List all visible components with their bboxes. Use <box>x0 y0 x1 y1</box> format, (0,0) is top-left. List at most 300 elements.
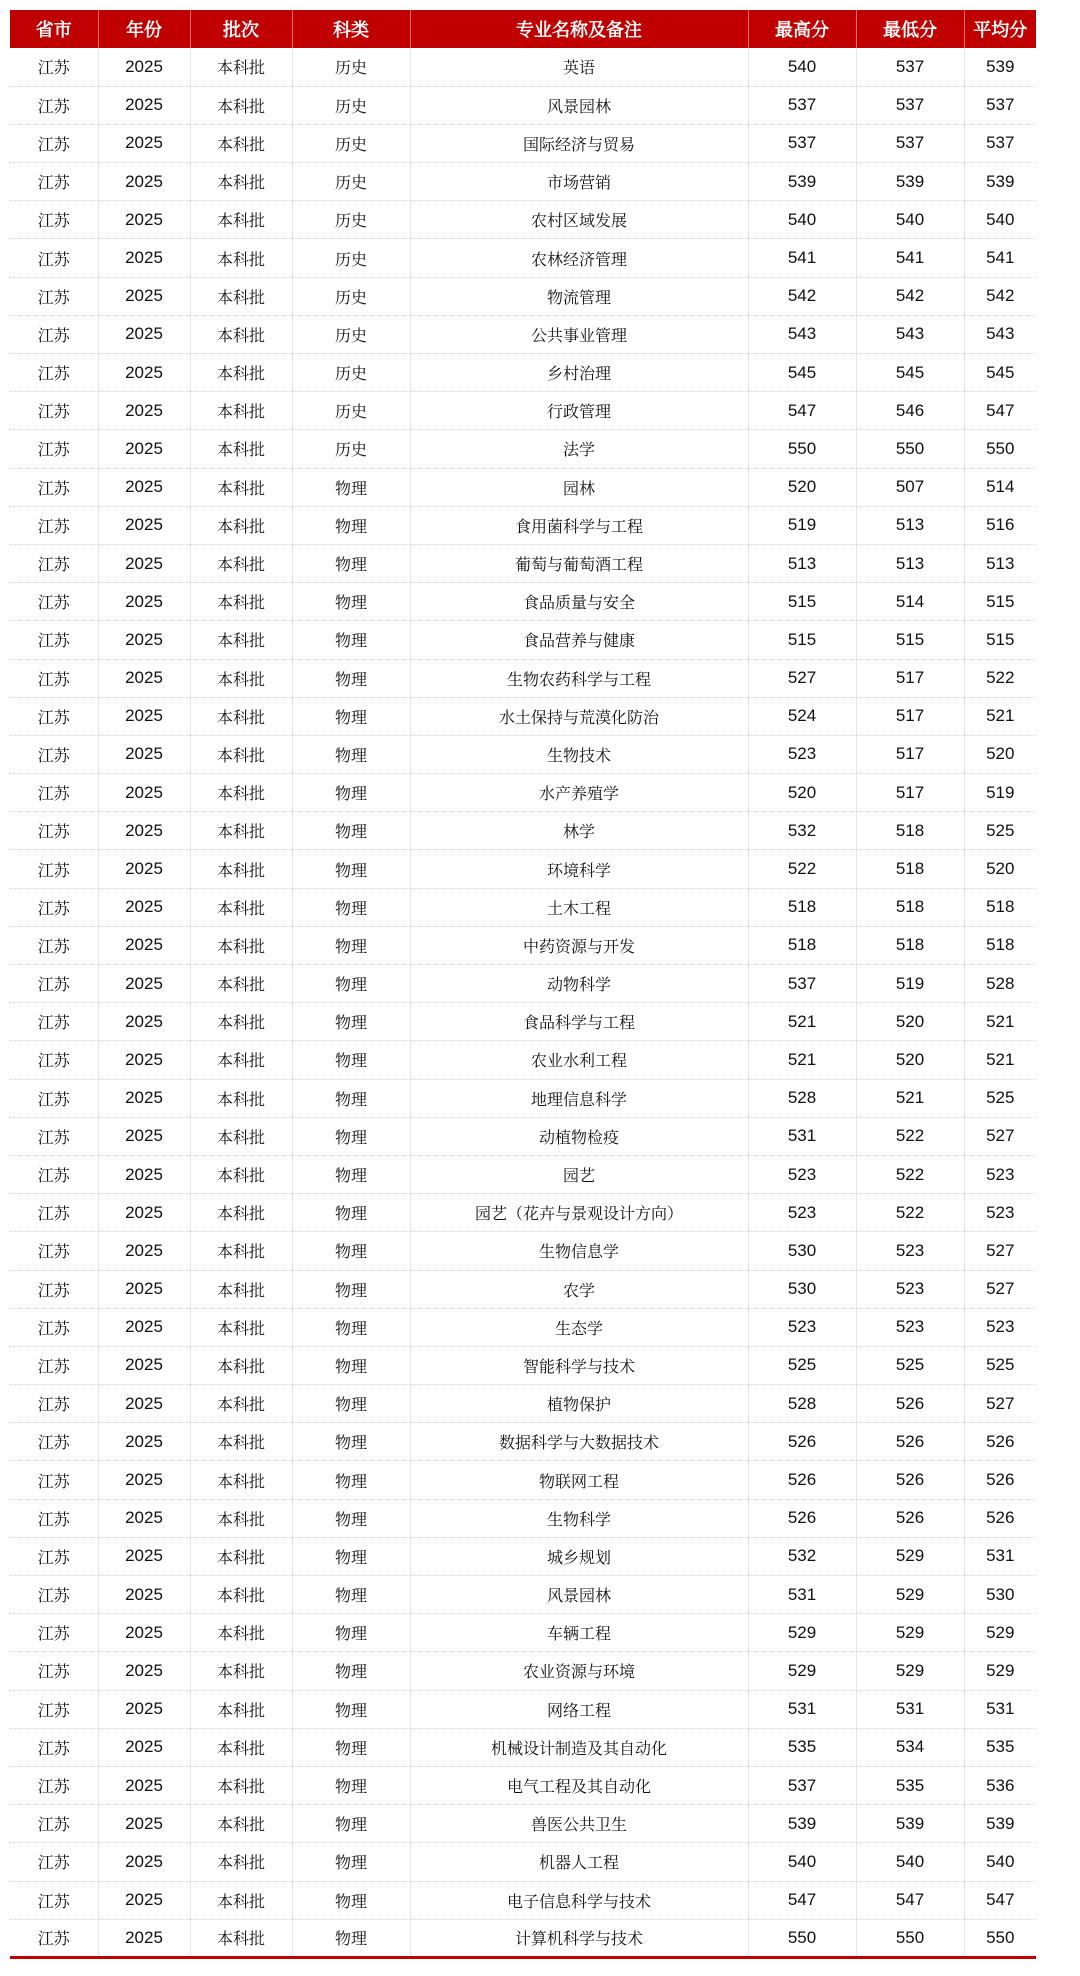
table-row <box>10 506 1036 544</box>
cell-subject-type: 物理 <box>292 1155 410 1193</box>
cell-max-score: 522 <box>748 850 856 888</box>
cell-major-name: 城乡规划 <box>410 1537 748 1575</box>
cell-min-score: 542 <box>856 277 964 315</box>
cell-year: 2025 <box>98 86 190 124</box>
cell-province: 江苏 <box>10 1690 98 1728</box>
cell-province: 江苏 <box>10 1079 98 1117</box>
cell-major-name: 电子信息科学与技术 <box>410 1881 748 1919</box>
cell-subject-type: 物理 <box>292 888 410 926</box>
table-row <box>10 86 1036 124</box>
cell-subject-type: 物理 <box>292 697 410 735</box>
table-row <box>10 1499 1036 1537</box>
cell-year: 2025 <box>98 1843 190 1881</box>
cell-subject-type: 历史 <box>292 124 410 162</box>
cell-max-score: 537 <box>748 86 856 124</box>
cell-year: 2025 <box>98 1346 190 1384</box>
cell-major-name: 中药资源与开发 <box>410 926 748 964</box>
cell-major-name: 地理信息科学 <box>410 1079 748 1117</box>
cell-subject-type: 物理 <box>292 1194 410 1232</box>
cell-max-score: 550 <box>748 1919 856 1957</box>
cell-avg-score: 518 <box>964 926 1036 964</box>
cell-min-score: 507 <box>856 468 964 506</box>
cell-province: 江苏 <box>10 1766 98 1804</box>
cell-max-score: 537 <box>748 1766 856 1804</box>
cell-min-score: 543 <box>856 315 964 353</box>
cell-batch: 本科批 <box>190 86 292 124</box>
table-row <box>10 315 1036 353</box>
cell-min-score: 517 <box>856 697 964 735</box>
cell-subject-type: 物理 <box>292 1270 410 1308</box>
cell-year: 2025 <box>98 621 190 659</box>
cell-avg-score: 539 <box>964 163 1036 201</box>
cell-max-score: 529 <box>748 1652 856 1690</box>
cell-max-score: 547 <box>748 392 856 430</box>
cell-major-name: 食品质量与安全 <box>410 583 748 621</box>
cell-avg-score: 523 <box>964 1155 1036 1193</box>
table-row <box>10 354 1036 392</box>
cell-batch: 本科批 <box>190 888 292 926</box>
cell-province: 江苏 <box>10 1308 98 1346</box>
cell-subject-type: 物理 <box>292 1881 410 1919</box>
cell-major-name: 电气工程及其自动化 <box>410 1766 748 1804</box>
cell-year: 2025 <box>98 1155 190 1193</box>
cell-max-score: 519 <box>748 506 856 544</box>
cell-batch: 本科批 <box>190 239 292 277</box>
table-row <box>10 392 1036 430</box>
cell-year: 2025 <box>98 1614 190 1652</box>
cell-max-score: 539 <box>748 1805 856 1843</box>
cell-avg-score: 537 <box>964 86 1036 124</box>
cell-avg-score: 539 <box>964 1805 1036 1843</box>
cell-max-score: 545 <box>748 354 856 392</box>
cell-year: 2025 <box>98 1270 190 1308</box>
cell-batch: 本科批 <box>190 697 292 735</box>
cell-year: 2025 <box>98 277 190 315</box>
cell-batch: 本科批 <box>190 201 292 239</box>
header-major-name: 专业名称及备注 <box>410 10 748 48</box>
cell-batch: 本科批 <box>190 468 292 506</box>
cell-min-score: 537 <box>856 86 964 124</box>
table-row <box>10 201 1036 239</box>
cell-batch: 本科批 <box>190 1843 292 1881</box>
cell-batch: 本科批 <box>190 1079 292 1117</box>
cell-min-score: 514 <box>856 583 964 621</box>
cell-batch: 本科批 <box>190 1881 292 1919</box>
table-row <box>10 1537 1036 1575</box>
cell-min-score: 517 <box>856 774 964 812</box>
header-province: 省市 <box>10 10 98 48</box>
cell-subject-type: 物理 <box>292 1690 410 1728</box>
cell-province: 江苏 <box>10 1041 98 1079</box>
cell-min-score: 518 <box>856 888 964 926</box>
cell-province: 江苏 <box>10 354 98 392</box>
table-row <box>10 965 1036 1003</box>
cell-subject-type: 历史 <box>292 239 410 277</box>
cell-subject-type: 历史 <box>292 430 410 468</box>
cell-batch: 本科批 <box>190 1576 292 1614</box>
cell-major-name: 水产养殖学 <box>410 774 748 812</box>
header-max-score: 最高分 <box>748 10 856 48</box>
cell-province: 江苏 <box>10 965 98 1003</box>
cell-major-name: 林学 <box>410 812 748 850</box>
cell-max-score: 540 <box>748 1843 856 1881</box>
cell-major-name: 物联网工程 <box>410 1461 748 1499</box>
cell-major-name: 食用菌科学与工程 <box>410 506 748 544</box>
cell-max-score: 550 <box>748 430 856 468</box>
cell-province: 江苏 <box>10 1652 98 1690</box>
cell-province: 江苏 <box>10 48 98 86</box>
cell-province: 江苏 <box>10 1537 98 1575</box>
cell-min-score: 539 <box>856 163 964 201</box>
cell-major-name: 数据科学与大数据技术 <box>410 1423 748 1461</box>
cell-batch: 本科批 <box>190 1461 292 1499</box>
cell-avg-score: 513 <box>964 544 1036 582</box>
cell-year: 2025 <box>98 163 190 201</box>
cell-min-score: 540 <box>856 201 964 239</box>
cell-year: 2025 <box>98 1690 190 1728</box>
cell-min-score: 541 <box>856 239 964 277</box>
cell-batch: 本科批 <box>190 850 292 888</box>
table-row <box>10 621 1036 659</box>
cell-max-score: 543 <box>748 315 856 353</box>
cell-subject-type: 物理 <box>292 1461 410 1499</box>
cell-year: 2025 <box>98 1576 190 1614</box>
cell-province: 江苏 <box>10 812 98 850</box>
cell-subject-type: 物理 <box>292 1117 410 1155</box>
cell-max-score: 541 <box>748 239 856 277</box>
cell-avg-score: 537 <box>964 124 1036 162</box>
cell-subject-type: 物理 <box>292 965 410 1003</box>
table-row <box>10 583 1036 621</box>
cell-province: 江苏 <box>10 621 98 659</box>
cell-max-score: 521 <box>748 1041 856 1079</box>
cell-avg-score: 529 <box>964 1614 1036 1652</box>
cell-province: 江苏 <box>10 1881 98 1919</box>
cell-min-score: 550 <box>856 430 964 468</box>
cell-major-name: 机器人工程 <box>410 1843 748 1881</box>
cell-min-score: 513 <box>856 506 964 544</box>
cell-province: 江苏 <box>10 1919 98 1957</box>
cell-min-score: 525 <box>856 1346 964 1384</box>
cell-province: 江苏 <box>10 468 98 506</box>
cell-batch: 本科批 <box>190 1614 292 1652</box>
table-row <box>10 1805 1036 1843</box>
cell-year: 2025 <box>98 583 190 621</box>
cell-min-score: 515 <box>856 621 964 659</box>
cell-batch: 本科批 <box>190 621 292 659</box>
cell-major-name: 动植物检疫 <box>410 1117 748 1155</box>
cell-avg-score: 526 <box>964 1423 1036 1461</box>
table-row <box>10 1843 1036 1881</box>
cell-avg-score: 547 <box>964 1881 1036 1919</box>
cell-subject-type: 物理 <box>292 1919 410 1957</box>
table-row <box>10 1423 1036 1461</box>
table-row <box>10 163 1036 201</box>
cell-major-name: 农学 <box>410 1270 748 1308</box>
cell-min-score: 520 <box>856 1041 964 1079</box>
cell-province: 江苏 <box>10 1423 98 1461</box>
cell-major-name: 智能科学与技术 <box>410 1346 748 1384</box>
cell-subject-type: 物理 <box>292 1843 410 1881</box>
cell-batch: 本科批 <box>190 1423 292 1461</box>
cell-year: 2025 <box>98 239 190 277</box>
cell-batch: 本科批 <box>190 659 292 697</box>
cell-year: 2025 <box>98 1537 190 1575</box>
table-row <box>10 124 1036 162</box>
cell-avg-score: 527 <box>964 1117 1036 1155</box>
table-row <box>10 1461 1036 1499</box>
cell-avg-score: 523 <box>964 1194 1036 1232</box>
cell-avg-score: 522 <box>964 659 1036 697</box>
cell-year: 2025 <box>98 735 190 773</box>
cell-province: 江苏 <box>10 1614 98 1652</box>
cell-year: 2025 <box>98 1232 190 1270</box>
cell-year: 2025 <box>98 1194 190 1232</box>
table-row <box>10 1881 1036 1919</box>
cell-province: 江苏 <box>10 659 98 697</box>
cell-year: 2025 <box>98 1385 190 1423</box>
cell-max-score: 525 <box>748 1346 856 1384</box>
cell-max-score: 518 <box>748 888 856 926</box>
cell-major-name: 兽医公共卫生 <box>410 1805 748 1843</box>
cell-year: 2025 <box>98 1881 190 1919</box>
cell-major-name: 市场营销 <box>410 163 748 201</box>
cell-max-score: 524 <box>748 697 856 735</box>
cell-batch: 本科批 <box>190 1155 292 1193</box>
cell-max-score: 515 <box>748 621 856 659</box>
cell-min-score: 539 <box>856 1805 964 1843</box>
table-row <box>10 1766 1036 1804</box>
cell-major-name: 植物保护 <box>410 1385 748 1423</box>
cell-min-score: 526 <box>856 1461 964 1499</box>
cell-min-score: 513 <box>856 544 964 582</box>
cell-batch: 本科批 <box>190 392 292 430</box>
cell-max-score: 532 <box>748 1537 856 1575</box>
cell-avg-score: 521 <box>964 1041 1036 1079</box>
cell-avg-score: 531 <box>964 1537 1036 1575</box>
cell-major-name: 葡萄与葡萄酒工程 <box>410 544 748 582</box>
cell-min-score: 518 <box>856 926 964 964</box>
cell-batch: 本科批 <box>190 1270 292 1308</box>
cell-subject-type: 物理 <box>292 812 410 850</box>
cell-min-score: 540 <box>856 1843 964 1881</box>
table-row <box>10 1079 1036 1117</box>
cell-major-name: 乡村治理 <box>410 354 748 392</box>
table-row <box>10 468 1036 506</box>
cell-year: 2025 <box>98 1919 190 1957</box>
cell-major-name: 网络工程 <box>410 1690 748 1728</box>
cell-subject-type: 物理 <box>292 1805 410 1843</box>
cell-max-score: 523 <box>748 1194 856 1232</box>
table-row <box>10 735 1036 773</box>
cell-province: 江苏 <box>10 1385 98 1423</box>
cell-min-score: 529 <box>856 1537 964 1575</box>
cell-max-score: 537 <box>748 124 856 162</box>
cell-subject-type: 物理 <box>292 1728 410 1766</box>
cell-subject-type: 物理 <box>292 1614 410 1652</box>
cell-avg-score: 519 <box>964 774 1036 812</box>
cell-avg-score: 520 <box>964 735 1036 773</box>
cell-min-score: 545 <box>856 354 964 392</box>
cell-province: 江苏 <box>10 774 98 812</box>
cell-avg-score: 515 <box>964 621 1036 659</box>
header-batch: 批次 <box>190 10 292 48</box>
cell-major-name: 生物信息学 <box>410 1232 748 1270</box>
cell-avg-score: 536 <box>964 1766 1036 1804</box>
cell-avg-score: 529 <box>964 1652 1036 1690</box>
table-row <box>10 850 1036 888</box>
table-row <box>10 659 1036 697</box>
cell-max-score: 530 <box>748 1270 856 1308</box>
cell-year: 2025 <box>98 315 190 353</box>
cell-subject-type: 物理 <box>292 1766 410 1804</box>
cell-major-name: 园艺（花卉与景观设计方向） <box>410 1194 748 1232</box>
cell-avg-score: 541 <box>964 239 1036 277</box>
cell-major-name: 生物农药科学与工程 <box>410 659 748 697</box>
cell-min-score: 519 <box>856 965 964 1003</box>
cell-batch: 本科批 <box>190 506 292 544</box>
cell-batch: 本科批 <box>190 1652 292 1690</box>
table-row <box>10 1270 1036 1308</box>
table-row <box>10 1117 1036 1155</box>
cell-avg-score: 528 <box>964 965 1036 1003</box>
cell-major-name: 机械设计制造及其自动化 <box>410 1728 748 1766</box>
cell-province: 江苏 <box>10 1461 98 1499</box>
cell-min-score: 535 <box>856 1766 964 1804</box>
cell-major-name: 法学 <box>410 430 748 468</box>
cell-max-score: 520 <box>748 468 856 506</box>
cell-province: 江苏 <box>10 1117 98 1155</box>
cell-major-name: 水土保持与荒漠化防治 <box>410 697 748 735</box>
cell-min-score: 518 <box>856 812 964 850</box>
cell-avg-score: 516 <box>964 506 1036 544</box>
cell-batch: 本科批 <box>190 1499 292 1537</box>
cell-major-name: 园林 <box>410 468 748 506</box>
cell-batch: 本科批 <box>190 583 292 621</box>
cell-batch: 本科批 <box>190 1308 292 1346</box>
table-row <box>10 1385 1036 1423</box>
table-row <box>10 1919 1036 1957</box>
cell-avg-score: 525 <box>964 1079 1036 1117</box>
table-row <box>10 1308 1036 1346</box>
cell-subject-type: 物理 <box>292 468 410 506</box>
cell-subject-type: 历史 <box>292 392 410 430</box>
cell-subject-type: 历史 <box>292 201 410 239</box>
cell-province: 江苏 <box>10 506 98 544</box>
cell-subject-type: 物理 <box>292 621 410 659</box>
cell-max-score: 547 <box>748 1881 856 1919</box>
cell-major-name: 农业资源与环境 <box>410 1652 748 1690</box>
table-row <box>10 544 1036 582</box>
cell-year: 2025 <box>98 1041 190 1079</box>
cell-province: 江苏 <box>10 697 98 735</box>
cell-year: 2025 <box>98 1805 190 1843</box>
cell-batch: 本科批 <box>190 544 292 582</box>
cell-province: 江苏 <box>10 124 98 162</box>
cell-min-score: 526 <box>856 1499 964 1537</box>
cell-subject-type: 物理 <box>292 1385 410 1423</box>
table-row <box>10 1041 1036 1079</box>
cell-min-score: 523 <box>856 1308 964 1346</box>
cell-major-name: 物流管理 <box>410 277 748 315</box>
cell-avg-score: 514 <box>964 468 1036 506</box>
cell-year: 2025 <box>98 697 190 735</box>
cell-major-name: 生物科学 <box>410 1499 748 1537</box>
cell-min-score: 517 <box>856 659 964 697</box>
cell-avg-score: 530 <box>964 1576 1036 1614</box>
cell-year: 2025 <box>98 1423 190 1461</box>
cell-min-score: 523 <box>856 1270 964 1308</box>
cell-avg-score: 535 <box>964 1728 1036 1766</box>
cell-province: 江苏 <box>10 1155 98 1193</box>
cell-batch: 本科批 <box>190 1041 292 1079</box>
cell-year: 2025 <box>98 774 190 812</box>
cell-avg-score: 520 <box>964 850 1036 888</box>
cell-max-score: 521 <box>748 1003 856 1041</box>
cell-subject-type: 物理 <box>292 1537 410 1575</box>
cell-province: 江苏 <box>10 315 98 353</box>
cell-batch: 本科批 <box>190 163 292 201</box>
cell-subject-type: 物理 <box>292 659 410 697</box>
table-row <box>10 1194 1036 1232</box>
cell-major-name: 风景园林 <box>410 86 748 124</box>
cell-min-score: 518 <box>856 850 964 888</box>
cell-max-score: 528 <box>748 1079 856 1117</box>
cell-year: 2025 <box>98 124 190 162</box>
cell-province: 江苏 <box>10 1843 98 1881</box>
cell-province: 江苏 <box>10 1576 98 1614</box>
cell-subject-type: 物理 <box>292 926 410 964</box>
cell-max-score: 520 <box>748 774 856 812</box>
table-header-row <box>10 10 1036 48</box>
cell-year: 2025 <box>98 1766 190 1804</box>
cell-province: 江苏 <box>10 86 98 124</box>
cell-avg-score: 526 <box>964 1461 1036 1499</box>
cell-max-score: 523 <box>748 1308 856 1346</box>
cell-batch: 本科批 <box>190 1003 292 1041</box>
cell-max-score: 535 <box>748 1728 856 1766</box>
cell-batch: 本科批 <box>190 1728 292 1766</box>
cell-max-score: 523 <box>748 1155 856 1193</box>
cell-batch: 本科批 <box>190 1385 292 1423</box>
cell-major-name: 生物技术 <box>410 735 748 773</box>
cell-subject-type: 物理 <box>292 1232 410 1270</box>
cell-year: 2025 <box>98 430 190 468</box>
cell-year: 2025 <box>98 812 190 850</box>
cell-province: 江苏 <box>10 544 98 582</box>
cell-batch: 本科批 <box>190 812 292 850</box>
cell-province: 江苏 <box>10 239 98 277</box>
cell-major-name: 英语 <box>410 48 748 86</box>
cell-major-name: 农业水利工程 <box>410 1041 748 1079</box>
table-row <box>10 888 1036 926</box>
cell-avg-score: 527 <box>964 1270 1036 1308</box>
cell-province: 江苏 <box>10 1346 98 1384</box>
cell-batch: 本科批 <box>190 1919 292 1957</box>
cell-year: 2025 <box>98 1079 190 1117</box>
cell-major-name: 农林经济管理 <box>410 239 748 277</box>
cell-batch: 本科批 <box>190 1537 292 1575</box>
cell-province: 江苏 <box>10 1232 98 1270</box>
cell-batch: 本科批 <box>190 315 292 353</box>
cell-min-score: 531 <box>856 1690 964 1728</box>
cell-avg-score: 515 <box>964 583 1036 621</box>
cell-province: 江苏 <box>10 888 98 926</box>
cell-max-score: 526 <box>748 1461 856 1499</box>
cell-major-name: 国际经济与贸易 <box>410 124 748 162</box>
cell-max-score: 526 <box>748 1499 856 1537</box>
cell-major-name: 生态学 <box>410 1308 748 1346</box>
